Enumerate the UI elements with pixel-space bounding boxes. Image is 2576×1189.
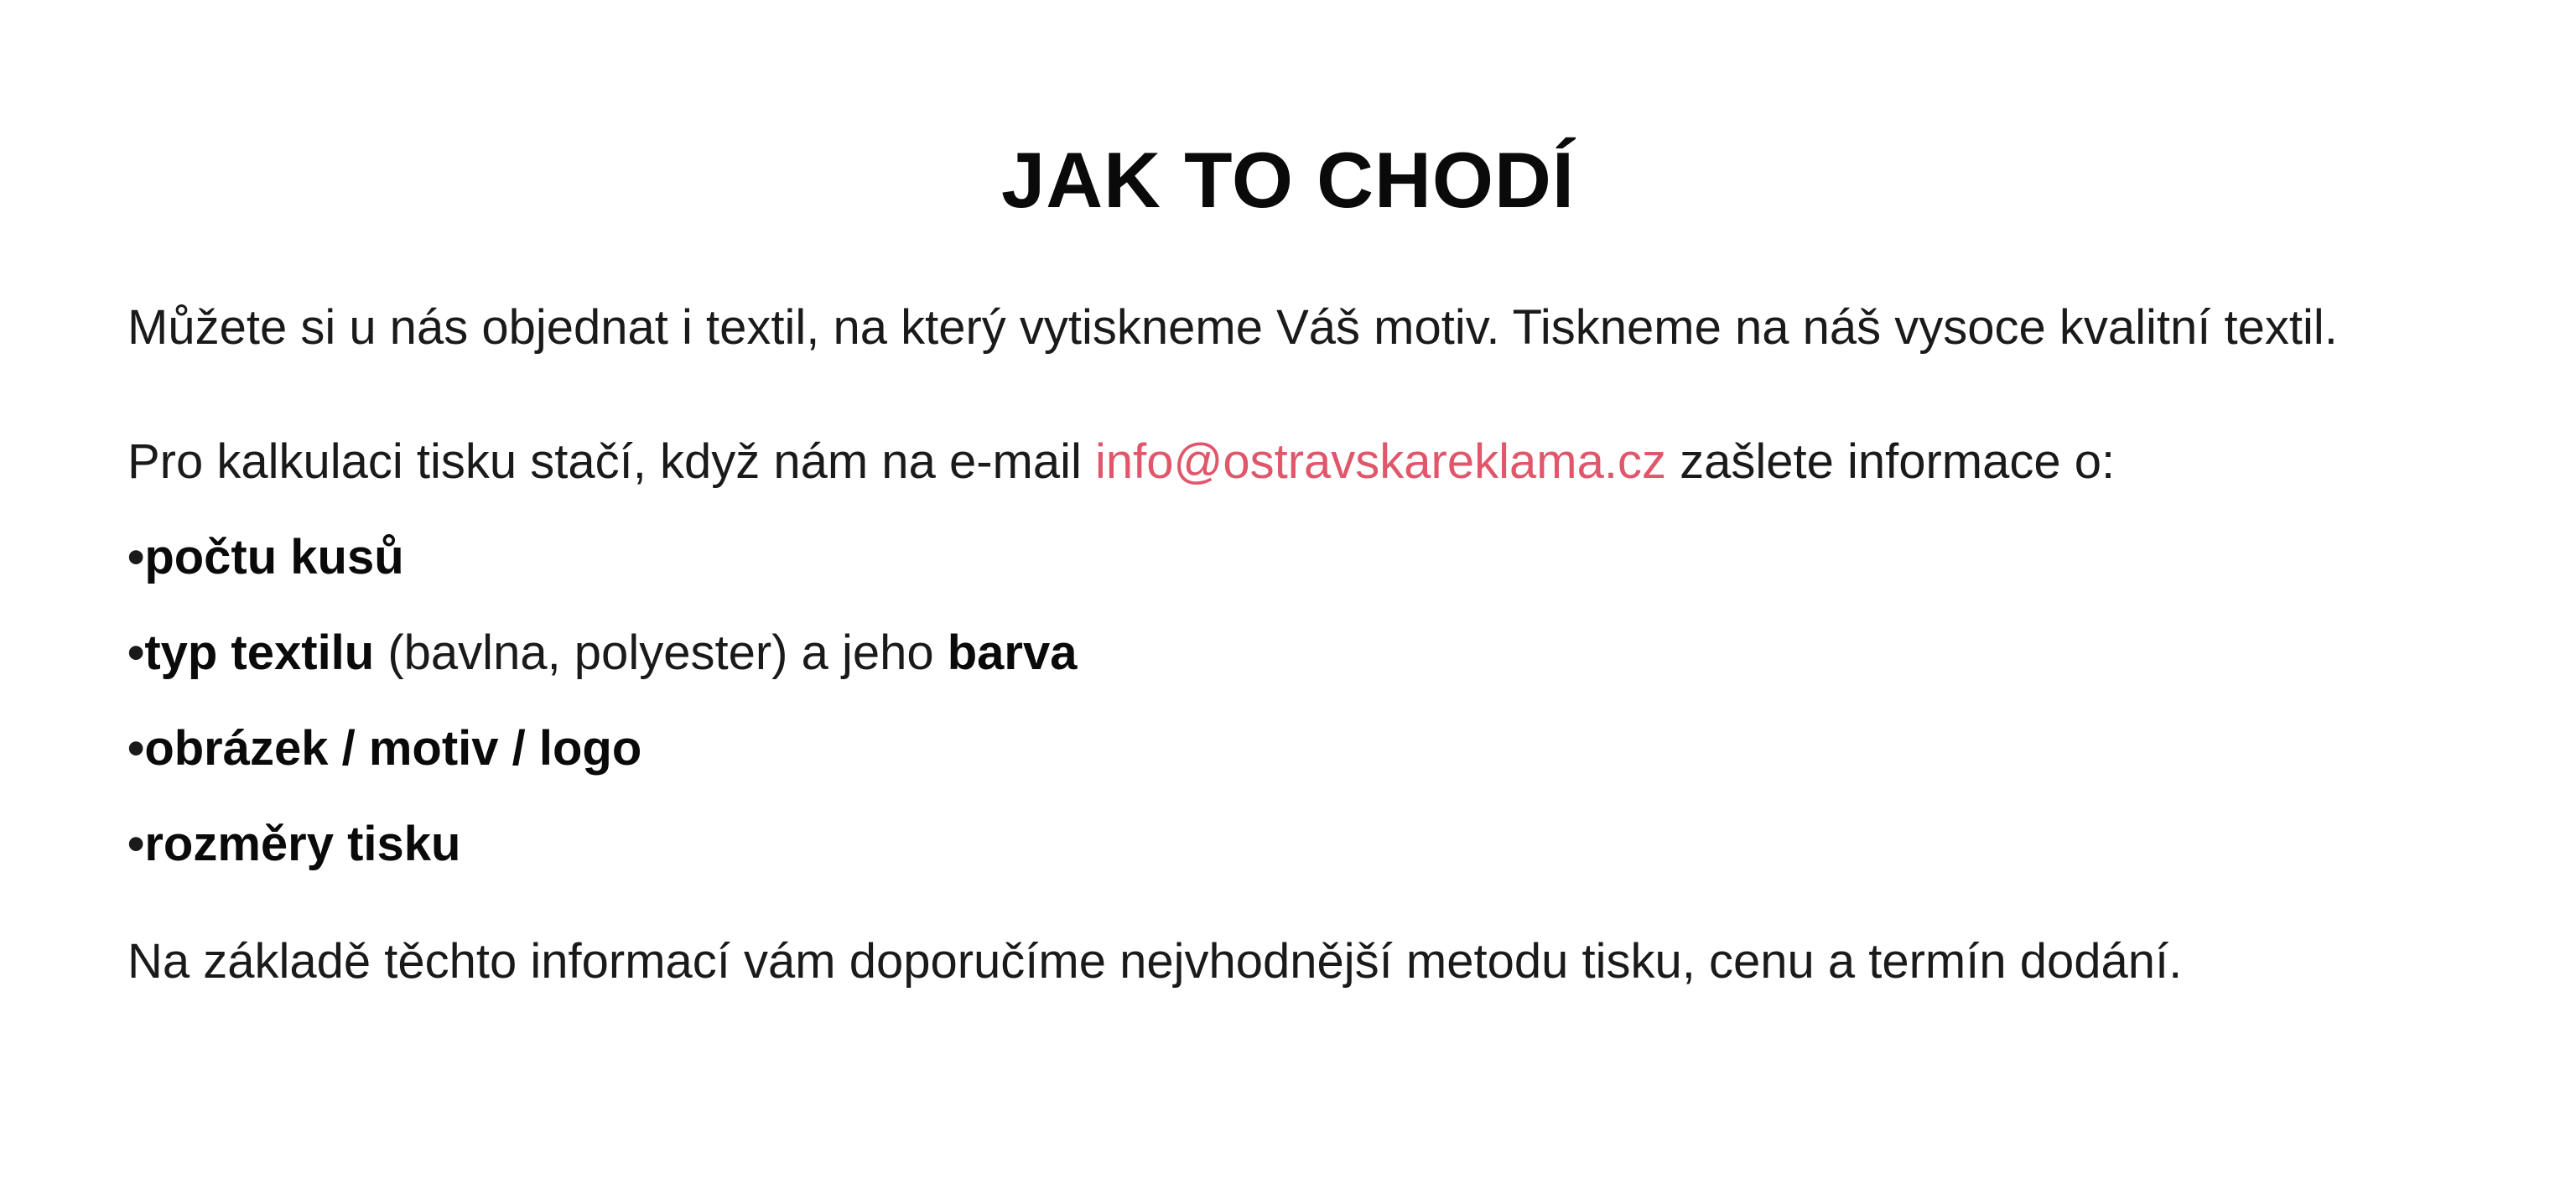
- bullet-icon: •: [127, 721, 145, 776]
- list-item-pieces: [127, 530, 404, 584]
- bullet-icon: •: [127, 530, 145, 584]
- bullet-icon: •: [127, 817, 145, 871]
- list-item-textile-type-bold: typ textilu: [144, 626, 375, 680]
- bullet-icon: •: [127, 626, 145, 680]
- email-link[interactable]: info@ostravskareklama.cz: [1094, 434, 1666, 489]
- list-item-print-size: [127, 817, 461, 871]
- list-item-print-size-text: rozměry tisku: [144, 817, 461, 871]
- list-item-textile-type: [127, 626, 1078, 680]
- list-item-image: [127, 721, 642, 776]
- closing-paragraph: Na základě těchto informací vám doporučíme nejvhodnější metodu tisku, cenu a termín dodání.: [127, 934, 2183, 989]
- list-item-textile-color-bold: barva: [947, 626, 1078, 680]
- list-item-pieces-text: počtu kusů: [144, 530, 404, 584]
- calculation-text-before: Pro kalkulaci tisku stačí, když nám na e-mail: [127, 434, 1095, 489]
- list-item-image-text: obrázek / motiv / logo: [144, 721, 642, 776]
- page-title: JAK TO CHODÍ: [1001, 136, 1575, 224]
- calculation-paragraph: [127, 434, 2116, 489]
- calculation-text-after: zašlete informace o:: [1665, 434, 2116, 489]
- intro-paragraph: Můžete si u nás objednat i textil, na který vytiskneme Váš motiv. Tiskneme na náš vysoce kvalitní textil.: [127, 300, 2338, 355]
- list-item-textile-type-normal: (bavlna, polyester) a jeho: [374, 626, 948, 680]
